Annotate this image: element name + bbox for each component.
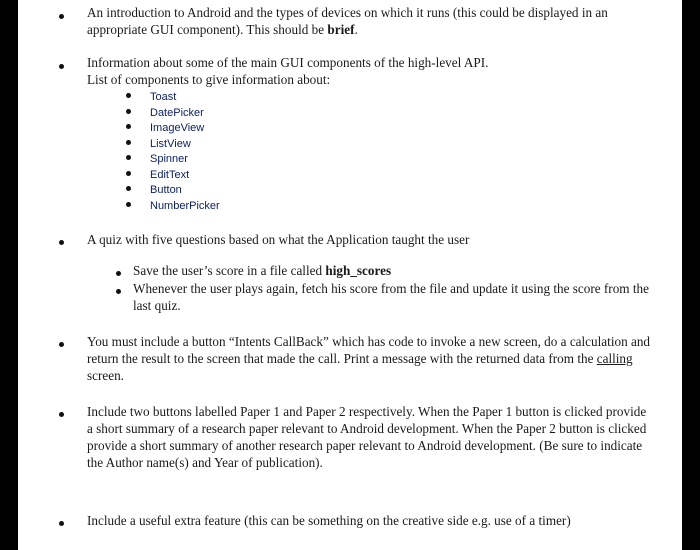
- bullet-dot: [126, 155, 131, 160]
- item-introduction: [87, 4, 667, 38]
- item-text: List of components to give information about:: [87, 72, 331, 87]
- component-name: ImageView: [150, 122, 205, 134]
- bullet-dot: [59, 240, 64, 245]
- component-name: Toast: [150, 91, 177, 103]
- subitem-save-score: [133, 262, 668, 279]
- bullet-dot: [59, 14, 64, 19]
- item-text: .: [354, 22, 358, 37]
- item-quiz: [87, 231, 667, 248]
- component-name: Spinner: [150, 153, 188, 165]
- document-page: [18, 0, 682, 550]
- item-text: You must include a button “Intents CallBack” which has code to invoke a new screen, do a calculation and return the result to the screen that made the call. Print a message with the returned data from the: [87, 334, 651, 366]
- bullet-dot: [126, 124, 131, 129]
- item-extra-feature: [87, 512, 677, 529]
- bullet-dot: [126, 186, 131, 191]
- item-gui-components: [87, 54, 667, 88]
- bullet-dot: [126, 93, 131, 98]
- bullet-dot: [59, 412, 64, 417]
- item-bold-text: brief: [327, 22, 355, 37]
- bullet-dot: [59, 521, 64, 526]
- bullet-dot: [126, 202, 131, 207]
- bullet-dot: [126, 171, 131, 176]
- item-text: Whenever the user plays again, fetch his score from the file and update it using the score from the last quiz.: [133, 281, 649, 313]
- item-bold-text: high_scores: [325, 263, 392, 278]
- bullet-dot: [126, 109, 131, 114]
- list-item: [133, 121, 333, 137]
- item-text: An introduction to Android and the types of devices on which it runs (this could be displayed in an appropriate GUI component). This should be: [87, 5, 608, 37]
- item-text: A quiz with five questions based on what the Application taught the user: [87, 232, 470, 247]
- item-paper-buttons: [87, 403, 647, 471]
- item-text: Save the user’s score in a file called: [133, 263, 326, 278]
- component-name: EditText: [150, 168, 190, 181]
- bullet-dot: [59, 342, 64, 347]
- item-text: screen.: [87, 368, 124, 383]
- bullet-dot: [116, 271, 121, 276]
- list-item: [133, 137, 333, 153]
- list-item: [133, 183, 333, 199]
- list-item: [133, 152, 333, 168]
- bullet-dot: [116, 289, 121, 294]
- component-name: NumberPicker: [150, 199, 220, 212]
- subitem-fetch-score: [133, 280, 668, 314]
- component-list: [133, 90, 333, 214]
- item-intents-callback: [87, 333, 665, 384]
- item-underlined-text: calling: [596, 351, 633, 366]
- component-name: DatePicker: [150, 106, 204, 119]
- bullet-dot: [126, 140, 131, 145]
- bullet-dot: [59, 64, 64, 69]
- item-text: Include a useful extra feature (this can be something on the creative side e.g. use of a timer): [87, 513, 571, 528]
- list-item: [133, 168, 333, 184]
- list-item: [133, 106, 333, 122]
- component-name: Button: [150, 184, 182, 196]
- item-text: Include two buttons labelled Paper 1 and Paper 2 respectively. When the Paper 1 button is clicked provide a short summary of a research paper relevant to Android development. When the Paper 2 button is clicked provide a short summary of another research paper relevant to Android development. (Be sure to indicate the Author name(s) and Year of publication).: [87, 404, 647, 470]
- list-item: [133, 199, 333, 215]
- list-item: [133, 90, 333, 106]
- component-name: ListView: [150, 137, 191, 150]
- item-text: Information about some of the main GUI components of the high-level API.: [87, 55, 489, 70]
